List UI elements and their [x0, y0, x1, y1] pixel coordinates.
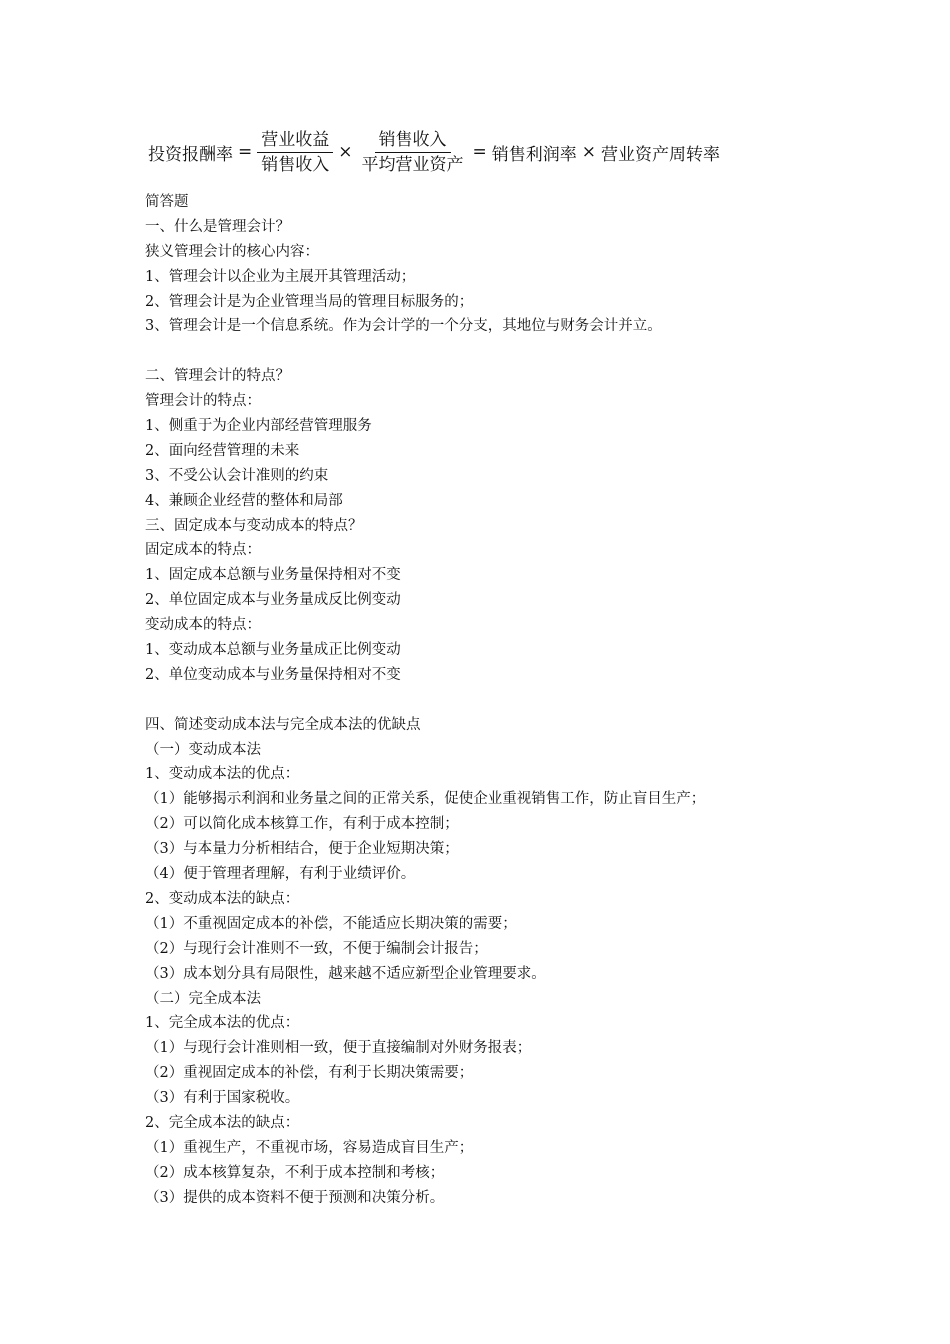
blank-line	[145, 688, 845, 713]
formula-equals-1: =	[238, 142, 253, 162]
formula-term-turnover-rate: 营业资产周转率	[601, 144, 720, 165]
text-line: 2、管理会计是为企业管理当局的管理目标服务的；	[145, 293, 474, 310]
text-line: 1、变动成本法的优点：	[145, 766, 300, 783]
text-line: 简答题	[145, 194, 189, 210]
formula-term-profit-rate: 销售利润率	[491, 144, 577, 165]
text-line: 一、什么是管理会计？	[145, 218, 290, 235]
text-line: （1）与现行会计准则相一致，便于直接编制对外财务报表；	[145, 1040, 532, 1057]
text-line: 3、管理会计是一个信息系统。作为会计学的一个分支，其地位与财务会计并立。	[145, 318, 662, 335]
text-line: （1）重视生产，不重视市场，容易造成盲目生产；	[145, 1139, 474, 1156]
text-line: 2、面向经营管理的未来	[145, 442, 300, 459]
text-line: 1、侧重于为企业内部经营管理服务	[145, 418, 372, 435]
text-line: 2、变动成本法的缺点：	[145, 890, 300, 907]
text-line: 固定成本的特点：	[145, 542, 261, 559]
text-line: 1、固定成本总额与业务量保持相对不变	[145, 567, 401, 584]
text-line: 二、管理会计的特点？	[145, 368, 290, 385]
text-line: 1、完全成本法的优点：	[145, 1015, 300, 1032]
formula-times-1: ×	[338, 142, 353, 162]
text-line: （3）提供的成本资料不便于预测和决策分析。	[145, 1189, 445, 1206]
fraction-1-denominator: 销售收入	[261, 154, 330, 175]
text-line: （2）与现行会计准则不一致，不便于编制会计报告；	[145, 940, 488, 957]
text-line: 3、不受公认会计准则的约束	[145, 467, 329, 484]
text-line: （3）有利于国家税收。	[145, 1090, 300, 1107]
text-line: （一）变动成本法	[145, 741, 261, 758]
text-line: 管理会计的特点：	[145, 393, 261, 410]
text-line: （4）便于管理者理解，有利于业绩评价。	[145, 866, 416, 883]
text-line: 三、固定成本与变动成本的特点？	[145, 517, 363, 534]
fraction-profit-margin	[257, 128, 333, 177]
text-line: 4、兼顾企业经营的整体和局部	[145, 492, 343, 509]
text-line: （2）成本核算复杂，不利于成本控制和考核；	[145, 1164, 445, 1181]
fraction-1-numerator: 营业收益	[257, 128, 333, 153]
formula-lhs: 投资报酬率	[148, 144, 233, 165]
text-line: 1、变动成本总额与业务量成正比例变动	[145, 642, 401, 659]
text-line: 1、管理会计以企业为主展开其管理活动；	[145, 268, 416, 285]
text-line: （2）可以简化成本核算工作，有利于成本控制；	[145, 816, 459, 833]
text-line: （1）能够揭示利润和业务量之间的正常关系，促使企业重视销售工作，防止盲目生产；	[145, 791, 706, 808]
formula-times-2: ×	[581, 142, 596, 162]
text-line: 变动成本的特点：	[145, 617, 261, 634]
text-line: 2、完全成本法的缺点：	[145, 1114, 300, 1131]
text-line: 2、单位固定成本与业务量成反比例变动	[145, 592, 401, 609]
roi-formula	[146, 124, 722, 180]
fraction-asset-turnover	[358, 128, 468, 177]
document-body	[145, 190, 845, 1211]
fraction-2-denominator: 平均营业资产	[361, 154, 464, 175]
text-line: （3）与本量力分析相结合，便于企业短期决策；	[145, 841, 459, 858]
text-line: 四、简述变动成本法与完全成本法的优缺点	[145, 716, 421, 733]
text-line: （二）完全成本法	[145, 990, 261, 1007]
text-line: （3）成本划分具有局限性，越来越不适应新型企业管理要求。	[145, 965, 546, 982]
text-line: 2、单位变动成本与业务量保持相对不变	[145, 666, 401, 683]
blank-line	[145, 339, 845, 364]
formula-equals-2: =	[472, 142, 487, 162]
text-line: 狭义管理会计的核心内容：	[145, 243, 319, 260]
fraction-2-numerator: 销售收入	[375, 128, 451, 153]
text-line: （2）重视固定成本的补偿，有利于长期决策需要；	[145, 1065, 474, 1082]
text-line: （1）不重视固定成本的补偿，不能适应长期决策的需要；	[145, 915, 517, 932]
